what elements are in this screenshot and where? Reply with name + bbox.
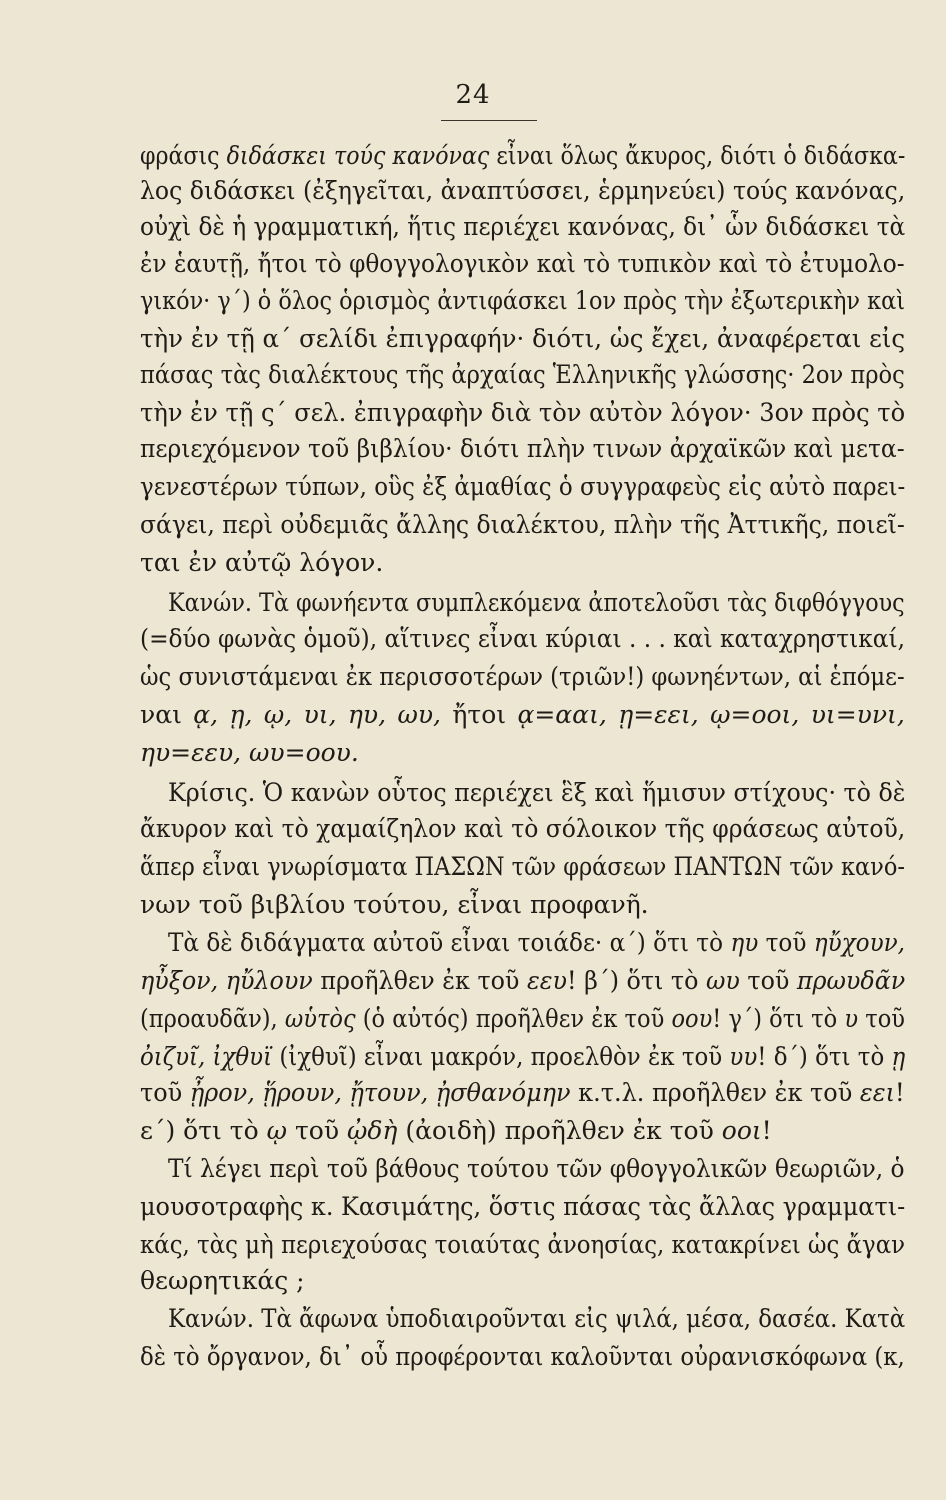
text-line: [140, 320, 905, 358]
line-text: ! γ΄) ὅτι τὸ: [712, 1004, 845, 1033]
page-number: 24: [455, 80, 491, 110]
text-line: [140, 962, 905, 1000]
italic-text: υυ: [729, 1042, 758, 1071]
italic-text: ηὔχουν,: [813, 928, 906, 957]
italic-text: ηυ=εευ, ωυ=οου.: [140, 738, 359, 767]
italic-text: ᾳ=ααι, ῃ=εει, ῳ=οοι, υι=υνι,: [517, 700, 905, 729]
text-line: [140, 468, 905, 506]
text-line: [140, 696, 905, 734]
line-text: περιεχόμενον τοῦ βιβλίου· διότι πλὴν τινων ἀρχαϊκῶν καὶ μετα-: [140, 434, 905, 463]
line-text: γικόν· γ΄) ὁ ὅλος ὁρισμὸς ἀντιφάσκει 1ον πρὸς τὴν ἐξωτερικὴν καὶ: [140, 286, 905, 315]
text-line: [140, 1038, 905, 1076]
text-line: [168, 924, 905, 962]
line-text: τοῦ: [758, 928, 814, 957]
line-text: κ.τ.λ. προῆλθεν ἐκ τοῦ: [570, 1078, 860, 1107]
text-line: [168, 1150, 905, 1188]
page-number-rule: [441, 120, 537, 121]
line-text: ! β΄) ὅτι τὸ: [566, 966, 706, 995]
italic-text: ᾖρον, ᾕρουν, ᾔτουν, ᾐσθανόμην: [189, 1078, 571, 1107]
text-line: [140, 848, 905, 886]
italic-text: ηὖξον, ηὔλουν: [140, 966, 313, 995]
text-line: [140, 1226, 905, 1264]
italic-text: εει: [859, 1078, 895, 1107]
line-text: τοῦ: [858, 1004, 905, 1033]
line-text: σάγει, περὶ οὐδεμιᾶς ἄλλης διαλέκτου, πλὴν τῆς Ἀττικῆς, ποιεῖ-: [140, 510, 905, 539]
line-text: τοῦ: [287, 1116, 347, 1145]
line-text: Τὰ δὲ διδάγματα αὐτοῦ εἶναι τοιάδε· α΄) ὅτι τὸ: [168, 928, 731, 957]
line-text: φράσις: [140, 141, 227, 170]
line-text: κάς, τὰς μὴ περιεχούσας τοιαύτας ἀνοησίας, κατακρίνει ὡς ἄγαν: [140, 1230, 906, 1259]
line-text: μουσοτραφὴς κ. Κασιμάτης, ὅστις πάσας τὰς ἄλλας γραμματι-: [140, 1192, 906, 1221]
line-text: τοῦ: [739, 966, 797, 995]
text-line: [140, 1112, 772, 1150]
line-text: πάσας τὰς διαλέκτους τῆς ἀρχαίας Ἑλληνικῆς γλώσσης· 2ον πρὸς: [140, 360, 905, 389]
text-line: [140, 430, 905, 468]
line-text: (ἀοιδὴ) προῆλθεν ἐκ τοῦ: [397, 1116, 722, 1145]
text-line: [140, 172, 905, 210]
italic-text: ωυ: [705, 966, 740, 995]
line-text: ! δ΄) ὅτι τὸ: [757, 1042, 892, 1071]
text-line: [140, 506, 905, 544]
line-text: οὐχὶ δὲ ἡ γραμματική, ἥτις περιέχει κανόνας, δι᾽ ὧν διδάσκει τὰ: [140, 212, 906, 241]
italic-text: ωὑτὸς: [284, 1004, 356, 1033]
text-line: [140, 810, 905, 848]
line-text: εἶναι ὅλως ἄκυρος, διότι ὁ διδάσκα-: [489, 141, 906, 170]
italic-text: ηυ: [730, 928, 759, 957]
italic-text: εευ: [526, 966, 567, 995]
text-line: [168, 584, 905, 622]
line-text: γενεστέρων τύπων, οὓς ἐξ ἀμαθίας ὁ συγγραφεὺς εἰς αὐτὸ παρει-: [140, 472, 906, 501]
text-line: [140, 1338, 905, 1376]
line-text: Τί λέγει περὶ τοῦ βάθους τούτου τῶν φθογγολικῶν θεωριῶν, ὁ: [168, 1154, 905, 1183]
text-line: [140, 620, 905, 658]
italic-text: ὀιζυῖ, ἰχθυϊ: [140, 1042, 273, 1071]
text-line: [140, 734, 359, 772]
line-text: προῆλθεν ἐκ τοῦ: [312, 966, 527, 995]
line-text: θεωρητικάς ;: [140, 1266, 305, 1295]
line-text: !: [894, 1078, 905, 1107]
italic-text: οοι: [721, 1116, 762, 1145]
italic-text: πρωυδᾶν: [796, 966, 906, 995]
line-text: τὴν ἐν τῇ ς΄ σελ. ἐπιγραφὴν διὰ τὸν αὐτὸν λόγον· 3ον πρὸς τὸ: [140, 398, 906, 427]
text-line: [140, 544, 383, 582]
line-text: ἤτοι: [441, 700, 518, 729]
line-text: ὡς συνιστάμεναι ἐκ περισσοτέρων (τριῶν!) φωνηέντων, αἱ ἑπόμε-: [140, 662, 905, 691]
line-text: (=δύο φωνὰς ὁμοῦ), αἵτινες εἶναι κύριαι . . . καὶ καταχρηστικαί,: [140, 624, 905, 653]
line-text: !: [761, 1116, 772, 1145]
text-line: [140, 282, 905, 320]
italic-text: ᾳ, ῃ, ῳ, υι, ηυ, ωυ,: [193, 700, 441, 729]
line-text: Κρίσις. Ὁ κανὼν οὗτος περιέχει ἓξ καὶ ἥμισυν στίχους· τὸ δὲ: [168, 778, 906, 807]
text-line: [140, 137, 905, 175]
line-text: Κανών. Τὰ φωνήεντα συμπλεκόμενα ἀποτελοῦσι τὰς διφθόγγους: [168, 588, 905, 617]
line-text: τὴν ἐν τῇ α΄ σελίδι ἐπιγραφήν· διότι, ὡς ἔχει, ἀναφέρεται εἰς: [140, 324, 906, 353]
line-text: (ὁ αὐτός) προῆλθεν ἐκ τοῦ: [355, 1004, 672, 1033]
text-line: [140, 356, 905, 394]
text-line: [140, 1188, 905, 1226]
text-line: [140, 1074, 905, 1112]
italic-text: διδάσκει τούς κανόνας: [226, 141, 490, 170]
text-line: [140, 658, 905, 696]
line-text: ε΄) ὅτι τὸ: [140, 1116, 267, 1145]
text-line: [168, 774, 905, 812]
italic-text: ῳ: [266, 1116, 288, 1145]
italic-text: ῃ: [891, 1042, 906, 1071]
text-line: [140, 1000, 905, 1038]
text-line: [168, 1300, 905, 1338]
line-text: ἄκυρον καὶ τὸ χαμαίζηλον καὶ τὸ σόλοικον τῆς φράσεως αὐτοῦ,: [140, 814, 906, 843]
italic-text: ᾠδὴ: [347, 1116, 398, 1145]
italic-text: υ: [844, 1004, 859, 1033]
line-text: Κανών. Τὰ ἄφωνα ὑποδιαιροῦνται εἰς ψιλά, μέσα, δασέα. Κατὰ: [168, 1304, 906, 1333]
line-text: δὲ τὸ ὄργανον, δι᾽ οὗ προφέρονται καλοῦνται οὐρανισκόφωνα (κ,: [140, 1342, 905, 1371]
line-text: τοῦ: [140, 1078, 190, 1107]
line-text: ἐν ἑαυτῇ, ἤτοι τὸ φθογγολογικὸν καὶ τὸ τυπικὸν καὶ τὸ ἐτυμολο-: [140, 249, 905, 278]
text-line: [140, 208, 905, 246]
line-text: νων τοῦ βιβλίου τούτου, εἶναι προφανῆ.: [140, 890, 649, 919]
line-text: (ἰχθυῖ) εἶναι μακρόν, προελθὸν ἐκ τοῦ: [272, 1042, 730, 1071]
text-line: [140, 1262, 305, 1300]
line-text: ται ἐν αὐτῷ λόγον.: [140, 548, 384, 577]
line-text: (προαυδᾶν),: [140, 1004, 285, 1033]
italic-text: οου: [671, 1004, 713, 1033]
line-text: ἅπερ εἶναι γνωρίσματα ΠΑΣΩΝ τῶν φράσεων ΠΑΝΤΩΝ τῶν κανό-: [140, 852, 905, 881]
text-line: [140, 886, 649, 924]
text-line: [140, 394, 905, 432]
line-text: ναι: [140, 700, 194, 729]
line-text: λος διδάσκει (ἐξηγεῖται, ἀναπτύσσει, ἑρμηνεύει) τούς κανόνας,: [140, 176, 906, 205]
text-line: [140, 245, 905, 283]
